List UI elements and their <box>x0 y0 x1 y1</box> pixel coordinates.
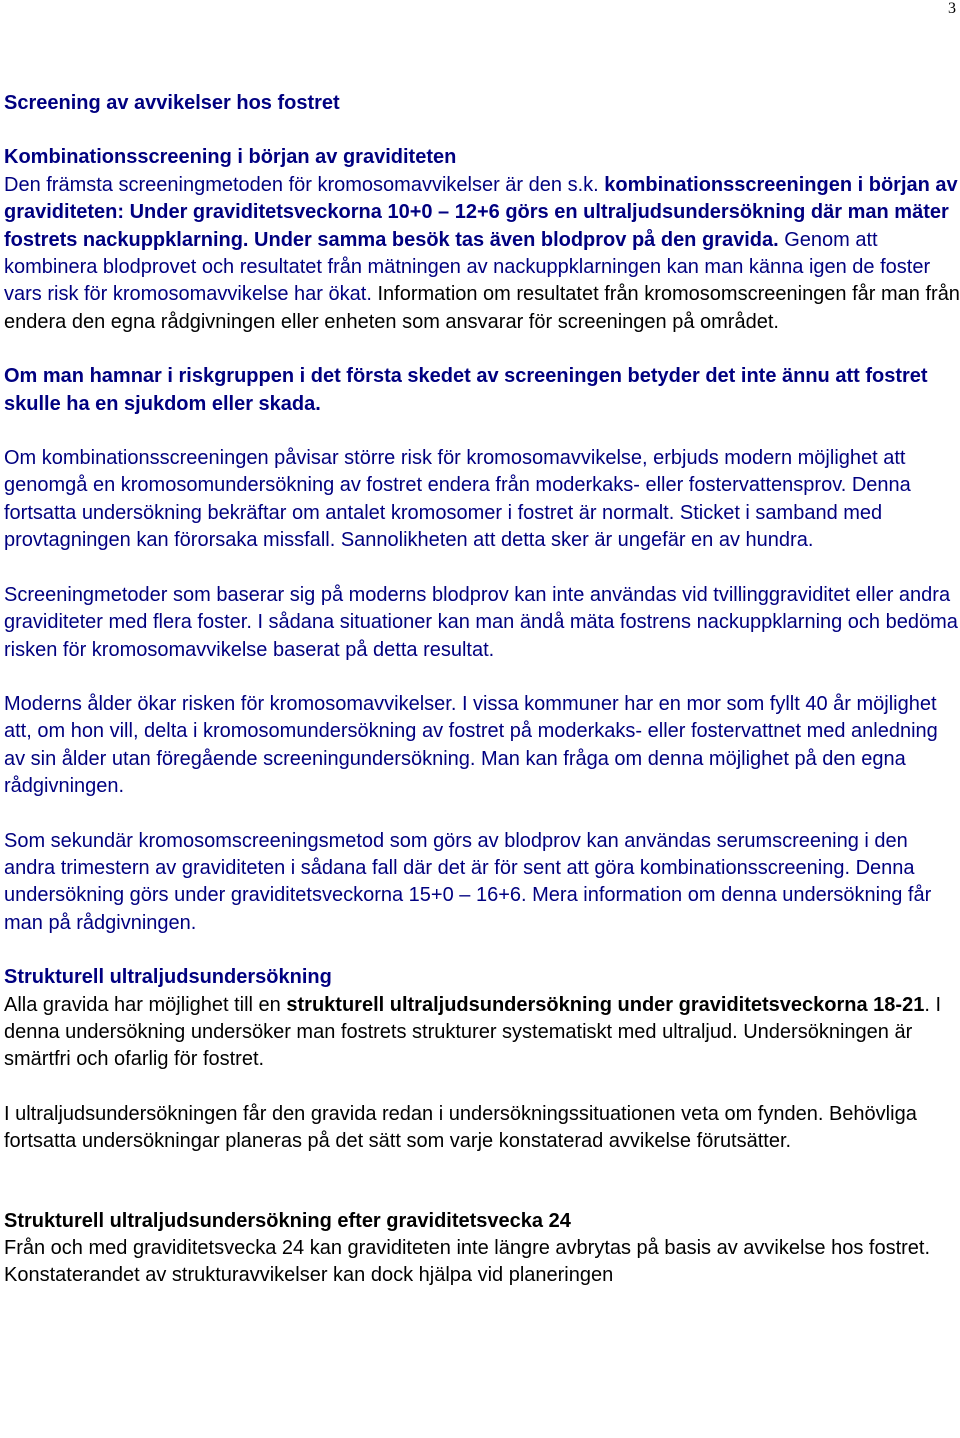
strukturell-bold-text: strukturell ultraljudsundersökning under graviditetsveckorna 18-21 <box>286 993 925 1016</box>
paragraph-chromosome-test: Om kombinationsscreeningen påvisar större risk för kromosomavvikelse, erbjuds modern möjlighet att genomgå en kromosomundersökning av fostret endera från moderkaks- eller fostervattensprov. Denna fortsatta undersökning bekräftar om antalet kromosomer i fostret är normalt. Sticket i samband med provtagningen kan förorsaka missfall. Sannolikheten att detta sker är ungefär en av hundra. <box>4 447 911 552</box>
page-title: Screening av avvikelser hos fostret <box>4 92 340 114</box>
page-number: 3 <box>948 0 956 17</box>
document-body <box>4 90 960 1290</box>
paragraph-strukturell-results: I ultraljudsundersökningen får den gravida redan i undersökningssituationen veta om fynden. Behövliga fortsatta undersökningar planeras på det sätt som varje konstaterad avvikelse förutsätter. <box>4 1102 917 1153</box>
paragraph-riskgroup: Om man hamnar i riskgruppen i det första skedet av screeningen betyder det inte ännu att fostret skulle ha en sjukdom eller skada. <box>4 365 928 415</box>
intro-info-text: Information om resultatet från kromosomscreeningen får man från endera den egna rådgivningen eller enheten som ansvarar för screeningen på området. <box>4 283 960 333</box>
intro-rest-text: Genom att kombinera blodprovet och resultatet från mätningen av nackuppklarningen kan man känna igen de foster vars risk för kromosomavvikelse har ökat. <box>4 228 931 306</box>
paragraph-vecka-24: Från och med graviditetsvecka 24 kan graviditeten inte längre avbrytas på basis av avvikelse hos fostret. Konstaterandet av strukturavvikelser kan dock hjälpa vid planeringen <box>4 1237 931 1287</box>
paragraph-mother-age: Moderns ålder ökar risken för kromosomavvikelser. I vissa kommuner har en mor som fyllt 40 år möjlighet att, om hon vill, delta i kromosomundersökning av fostret på moderkaks- eller fostervattnet med anledning av sin ålder utan föregående screeningundersökning. Man kan fråga om denna möjlighet på den egna rådgivningen. <box>4 692 938 798</box>
intro-plain-text: Den främsta screeningmetoden för kromosomavvikelser är den s.k. <box>4 173 599 196</box>
strukturell-rest-text: . I denna undersökning undersöker man fostrets strukturer systematiskt med ultraljud. Undersökningen är smärtfri och ofarlig för fostret. <box>4 993 941 1071</box>
intro-bold-text: kombinationsscreeningen i början av graviditeten: Under graviditetsveckorna 10+0 – 12+6 görs en ultraljudsundersökning där man mäter fostrets nackuppklarning. Under samma besök tas även blodprov på den gravida. <box>4 173 958 251</box>
strukturell-lead-text: Alla gravida har möjlighet till en <box>4 993 287 1016</box>
paragraph-strukturell <box>4 992 960 1074</box>
section-heading-vecka-24: Strukturell ultraljudsundersökning efter graviditetsvecka 24 <box>4 1209 571 1232</box>
paragraph-intro <box>4 172 960 336</box>
paragraph-serumscreening: Som sekundär kromosomscreeningsmetod som görs av blodprov kan användas serumscreening i den andra trimestern av graviditeten i sådana fall där det är för sent att göra kombinationsscreening. Denna undersökning görs under graviditetsveckorna 15+0 – 16+6. Mera information om denna undersökning får man på rådgivningen. <box>4 829 932 934</box>
section-heading-strukturell: Strukturell ultraljudsundersökning <box>4 966 332 989</box>
paragraph-twins: Screeningmetoder som baserar sig på moderns blodprov kan inte användas vid tvillinggraviditet eller andra graviditeter med flera foster. I sådana situationer kan man ändå mäta fostrens nackuppklarning och bedöma risken för kromosomavvikelse baserat på detta resultat. <box>4 583 958 661</box>
section-heading-kombinationsscreening: Kombinationsscreening i början av graviditeten <box>4 146 457 169</box>
